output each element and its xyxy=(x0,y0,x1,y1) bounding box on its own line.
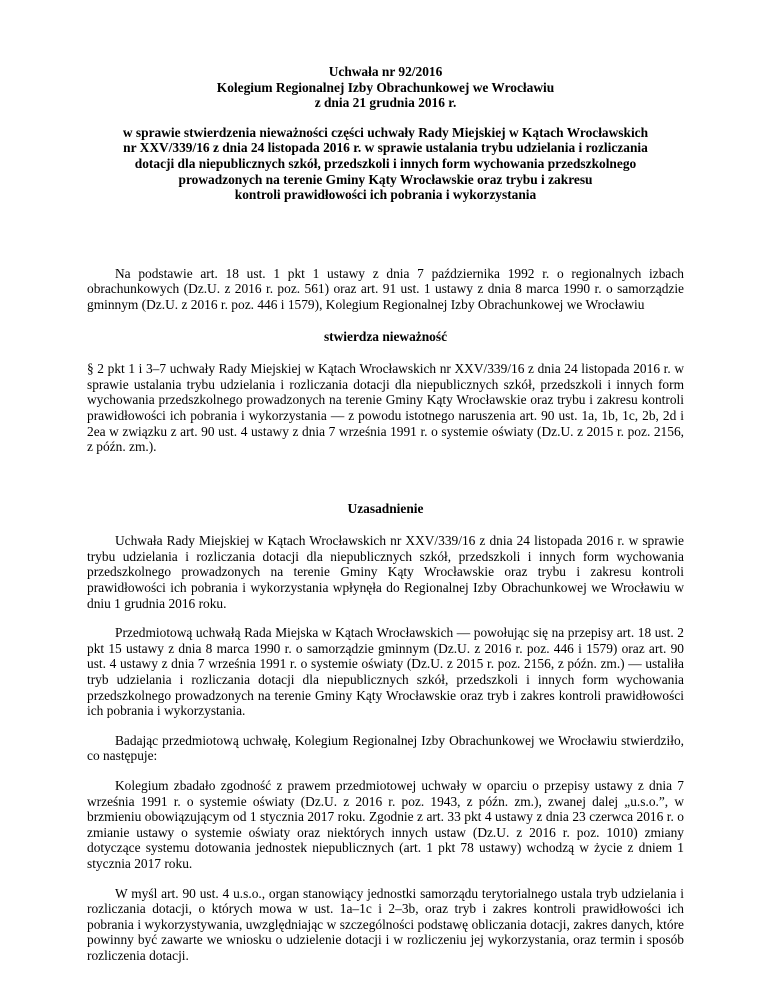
document-page xyxy=(87,64,684,964)
justification-paragraph-3: Badając przedmiotową uchwałę, Kolegium Regionalnej Izby Obrachunkowej we Wrocławiu stwierdziło, co następuje: xyxy=(87,732,684,764)
justification-paragraph-1: Uchwała Rady Miejskiej w Kątach Wrocławskich nr XXV/339/16 z dnia 24 listopada 2016 r. w sprawie trybu udzielania i rozliczania dotacji dla niepublicznych szkół, przedszkoli i innych form wychowania przedszkolnego prowadzonych na terenie Gminy Kąty Wrocławskie oraz trybu i zakresu kontroli prawidłowości ich pobrania i wykorzystania wpłynęła do Regionalnej Izby Obrachunkowej we Wrocławiu w dniu 1 grudnia 2016 roku. xyxy=(87,533,684,611)
resolution-date: z dnia 21 grudnia 2016 r. xyxy=(314,95,457,111)
justification-paragraph-2: Przedmiotową uchwałą Rada Miejska w Kątach Wrocławskich — powołując się na przepisy art. 18 ust. 2 pkt 15 ustawy z dnia 8 marca 1990 r. o samorządzie gminnym (Dz.U. z 2016 r. poz. 446 i 1579) oraz art. 90 ust. 4 ustawy z dnia 7 września 1991 r. o systemie oświaty (Dz.U. z 2015 r. poz. 2156, z późn. zm.) — ustaliła tryb udzielania i rozliczania dotacji dla niepublicznych szkół, przedszkoli i innych form wychowania przedszkolnego prowadzonych na terenie Gminy Kąty Wrocławskie oraz tryb i zakres kontroli prawidłowości ich pobrania i wykorzystania. xyxy=(87,625,684,719)
decision-paragraph: § 2 pkt 1 i 3–7 uchwały Rady Miejskiej w Kątach Wrocławskich nr XXV/339/16 z dnia 24 listopada 2016 r. w sprawie ustalania trybu udzielania i rozliczania dotacji dla niepublicznych szkół, przedszkoli i innych form wychowania przedszkolnego prowadzonych na terenie Gminy Kąty Wrocławskie oraz trybu i zakresu kontroli prawidłowości ich pobrania i wykorzystania — z powodu istotnego naruszenia art. 90 ust. 1a, 1b, 1c, 2b, 2d i 2ea w związku z art. 90 ust. 4 ustawy z dnia 7 września 1991 r. o systemie oświaty (Dz.U. z 2015 r. poz. 2156, z późn. zm.). xyxy=(87,361,684,455)
subject-line: prowadzonych na terenie Gminy Kąty Wrocławskie oraz trybu i zakresu xyxy=(178,171,593,187)
subject-line: kontroli prawidłowości ich pobrania i wykorzystania xyxy=(234,187,537,203)
resolution-subject xyxy=(87,125,684,203)
justification-paragraph-5: W myśl art. 90 ust. 4 u.s.o., organ stanowiący jednostki samorządu terytorialnego ustala tryb udzielania i rozliczania dotacji, o których mowa w ust. 1a–1c i 2–3b, oraz tryb i zakres kontroli prawidłowości ich pobrania i wykorzystywania, uwzględniając w szczególności podstawę obliczania dotacji, zakres danych, które powinny być zawarte we wniosku o udzielenie dotacji i w rozliczeniu jej wykorzystania, oraz termin i sposób rozliczenia dotacji. xyxy=(87,885,684,963)
justification-heading: Uzasadnienie xyxy=(347,500,424,516)
resolution-number: Uchwała nr 92/2016 xyxy=(328,64,443,79)
justification-paragraph-4: Kolegium zbadało zgodność z prawem przedmiotowej uchwały w oparciu o przepisy ustawy z dnia 7 września 1991 r. o systemie oświaty (Dz.U. z 2016 r. poz. 1943, z późn. zm.), zwanej dalej „u.s.o.”, w brzmieniu obowiązującym od 1 stycznia 2017 roku. Zgodnie z art. 33 pkt 4 ustawy z dnia 23 czerwca 2016 r. o zmianie ustawy o systemie oświaty oraz niektórych innych ustaw (Dz.U. z 2016 r. poz. 1010) zmiany dotyczące systemu dotowania jednostek niepublicznych (art. 1 pkt 78 ustawy) wchodzą w życie z dniem 1 stycznia 2017 roku. xyxy=(87,778,684,871)
issuing-body: Kolegium Regionalnej Izby Obrachunkowej we Wrocławiu xyxy=(216,79,555,95)
subject-line: w sprawie stwierdzenia nieważności części uchwały Rady Miejskiej w Kątach Wrocławskich xyxy=(122,124,649,140)
preamble-paragraph: Na podstawie art. 18 ust. 1 pkt 1 ustawy z dnia 7 października 1992 r. o regionalnych izbach obrachunkowych (Dz.U. z 2016 r. poz. 561) oraz art. 91 ust. 1 ustawy z dnia 8 marca 1990 r. o samorządzie gminnym (Dz.U. z 2016 r. poz. 446 i 1579), Kolegium Regionalnej Izby Obrachunkowej we Wrocławiu xyxy=(87,265,684,312)
decision-heading: stwierdza nieważność xyxy=(323,328,448,344)
subject-line: dotacji dla niepublicznych szkół, przedszkoli i innych form wychowania przedszkolnego xyxy=(134,155,637,171)
subject-line: nr XXV/339/16 z dnia 24 listopada 2016 r. w sprawie ustalania trybu udzielania i rozliczania xyxy=(123,140,648,156)
